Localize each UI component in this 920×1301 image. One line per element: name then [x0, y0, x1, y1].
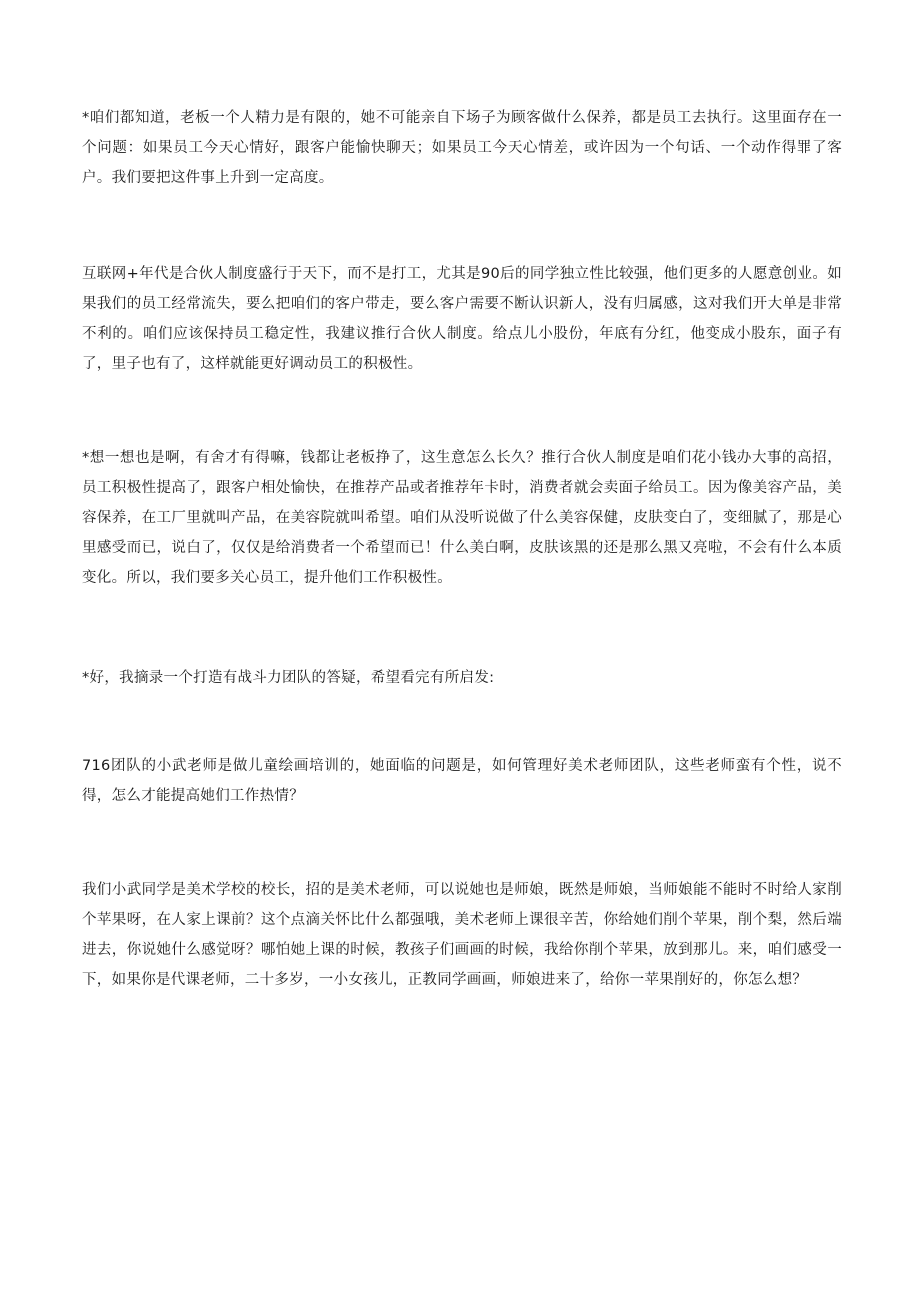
- paragraph-team-excerpt-intro: *好，我摘录一个打造有战斗力团队的答疑，希望看完有所启发:: [82, 670, 495, 686]
- paragraph-answer: 我们小武同学是美术学校的校长，招的是美术老师，可以说她也是师娘，既然是师娘，当师娘能不能时不时给人家削个苹果呀，在人家上课前？这个点滴关怀比什么都强哦，美术老师上课很辛苦，你给她们削个苹果，削个梨，然后端进去，你说她什么感觉呀？哪怕她上课的时候，教孩子们画画的时候，我给你削个苹果，放到那儿。来，咱们感受一下，如果你是代课老师，二十多岁，一小女孩儿，正教同学画画，师娘进来了，给你一苹果削好的，你怎么想？: [82, 882, 842, 988]
- paragraph-partner-system: 互联网+年代是合伙人制度盛行于天下，而不是打工，尤其是90后的同学独立性比较强，他们更多的人愿意创业。如果我们的员工经常流失，要么把咱们的客户带走，要么客户需要不断认识新人，没有归属感，这对我们开大单是非常不利的。咱们应该保持员工稳定性，我建议推行合伙人制度。给点儿小股份，年底有分红，他变成小股东，面子有了，里子也有了，这样就能更好调动员工的积极性。: [82, 266, 842, 372]
- paragraph-teacher-question: 716团队的小武老师是做儿童绘画培训的，她面临的问题是，如何管理好美术老师团队，这些老师蛮有个性，说不得，怎么才能提高她们工作热情？: [82, 758, 842, 804]
- paragraph-boss-energy: *咱们都知道，老板一个人精力是有限的，她不可能亲自下场子为顾客做什么保养，都是员工去执行。这里面存在一个问题：如果员工今天心情好，跟客户能愉快聊天；如果员工今天心情差，或许因为一个句话、一个动作得罪了客户。我们要把这件事上升到一定高度。: [82, 110, 842, 186]
- paragraph-small-money-big-things: *想一想也是啊，有舍才有得嘛，钱都让老板挣了，这生意怎么长久？推行合伙人制度是咱们花小钱办大事的高招，员工积极性提高了，跟客户相处愉快，在推荐产品或者推荐年卡时，消费者就会卖面子给员工。因为像美容产品，美容保养，在工厂里就叫产品，在美容院就叫希望。咱们从没听说做了什么美容保健，皮肤变白了，变细腻了，那是心里感受而已，说白了，仅仅是给消费者一个希望而已！什么美白啊，皮肤该黑的还是那么黑又亮啦，不会有什么本质变化。所以，我们要多关心员工，提升他们工作积极性。: [82, 450, 842, 586]
